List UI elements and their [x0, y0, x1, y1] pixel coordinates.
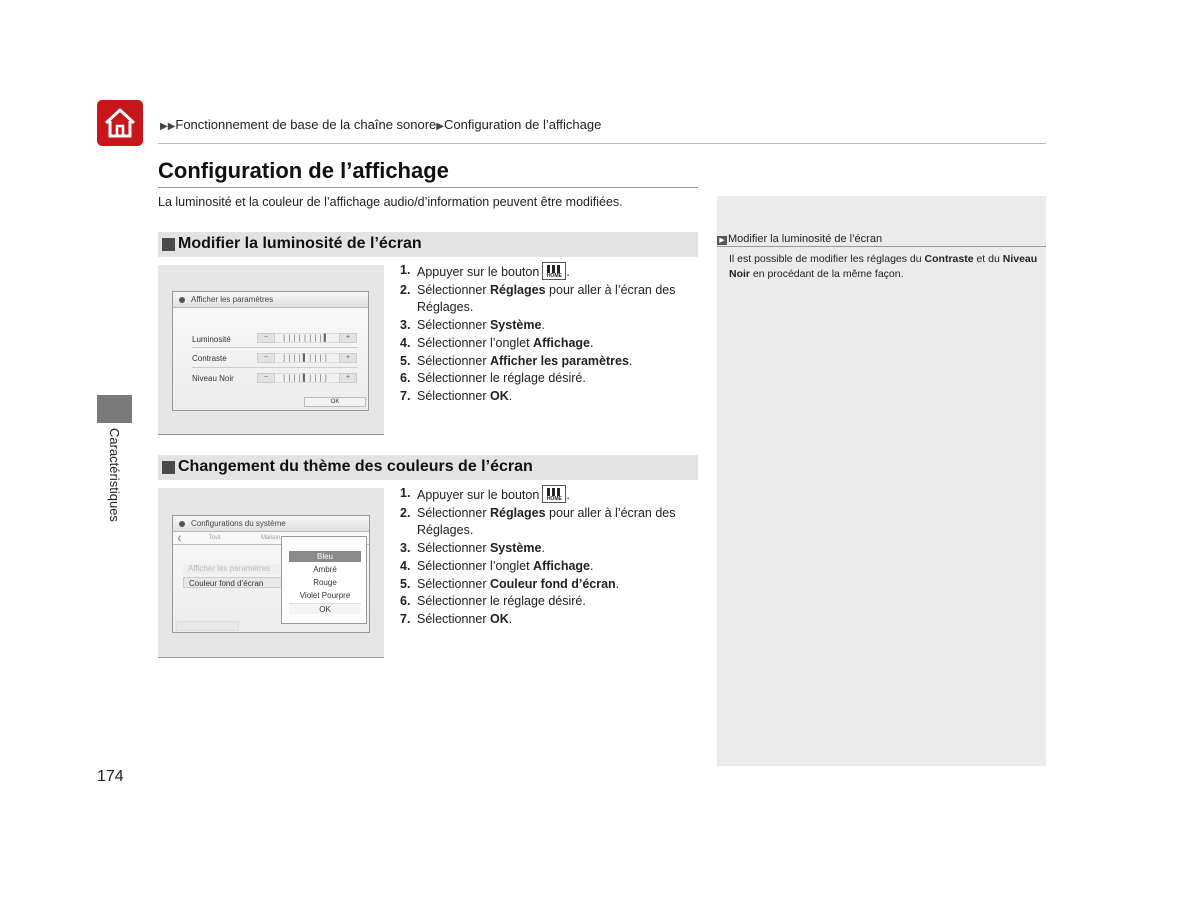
home-icon[interactable] — [97, 100, 143, 146]
disabled-button — [176, 621, 239, 631]
step-text-end: . — [566, 488, 570, 502]
step-text-end: pour aller à l’écran des — [545, 282, 676, 297]
step-number: 1. — [400, 263, 411, 277]
grid-glyph — [547, 488, 561, 496]
step-number: 3. — [400, 318, 411, 333]
section-heading-brightness — [158, 232, 698, 257]
chevron-left-icon[interactable]: ❮ — [177, 536, 183, 542]
option-violet-pourpre[interactable]: Violet Pourpre — [299, 591, 351, 600]
step-number: 2. — [400, 505, 411, 520]
screenshot-system-settings — [158, 488, 384, 658]
note-panel — [717, 196, 1046, 766]
step-item — [400, 611, 676, 629]
step-item — [400, 540, 676, 558]
brightness-slider[interactable] — [257, 333, 357, 343]
screen-title-bar — [173, 516, 369, 532]
step-text: Sélectionner le réglage désiré. — [417, 371, 586, 386]
step-number: 5. — [400, 576, 411, 591]
plus-button[interactable]: + — [339, 333, 357, 343]
step-number: 6. — [400, 594, 411, 609]
option-rouge[interactable]: Rouge — [313, 578, 337, 587]
step-text: Sélectionner — [417, 541, 490, 556]
section-square-icon — [162, 461, 175, 474]
step-text: Appuyer sur le bouton — [417, 488, 540, 502]
row-label-contrast: Contraste — [192, 354, 227, 363]
step-keyword: Affichage — [533, 335, 590, 350]
note-title[interactable]: Modifier la luminosité de l’écran — [728, 233, 883, 245]
row-divider — [192, 347, 358, 348]
note-keyword: Niveau Noir — [729, 253, 1038, 280]
arrow-icon: ▶ — [436, 121, 444, 132]
step-text: Sélectionner — [417, 353, 490, 368]
plus-button[interactable]: + — [339, 353, 357, 363]
step-text: Sélectionner le réglage désiré. — [417, 594, 586, 609]
step-text: Sélectionner — [417, 505, 490, 520]
slider-ticks: ||||▌|||| — [282, 374, 329, 382]
home-button-icon — [542, 262, 566, 280]
page-number: 174 — [97, 768, 124, 785]
step-item — [400, 485, 676, 505]
step-number: 3. — [400, 541, 411, 556]
section-title: Changement du thème des couleurs de l’écran — [178, 458, 533, 475]
tab-tout[interactable]: Tout — [209, 535, 221, 541]
page-title: Configuration de l’affichage — [158, 158, 449, 183]
step-number: 7. — [400, 611, 411, 626]
note-body — [729, 252, 1039, 282]
home-button-label: HOME — [546, 273, 562, 279]
breadcrumb — [160, 117, 601, 132]
step-keyword: OK — [489, 611, 509, 626]
step-item — [400, 335, 676, 353]
step-keyword: Affichage — [533, 558, 590, 573]
chapter-tab[interactable] — [97, 395, 132, 423]
tab-maison[interactable]: Maison — [261, 535, 281, 541]
step-keyword: Système — [489, 318, 542, 333]
step-text: Sélectionner — [417, 576, 490, 591]
section-square-icon — [162, 238, 175, 251]
minus-button[interactable]: − — [257, 333, 275, 343]
black-level-slider[interactable] — [257, 373, 357, 383]
step-text-end: pour aller à l’écran des — [545, 505, 676, 520]
step-text-end: . — [541, 541, 545, 556]
step-item — [400, 353, 676, 371]
step-item — [400, 317, 676, 335]
minus-button[interactable]: − — [257, 353, 275, 363]
section-title: Modifier la luminosité de l’écran — [178, 235, 422, 252]
step-text-end: . — [508, 611, 513, 626]
step-continuation: Réglages. — [417, 523, 474, 538]
option-ambre[interactable]: Ambré — [313, 565, 337, 574]
note-text: en procédant de la même façon. — [750, 268, 904, 280]
step-number: 7. — [400, 388, 411, 403]
intro-text: La luminosité et la couleur de l’affichage audio/d’information peuvent être modifiées. — [158, 195, 623, 209]
minus-button[interactable]: − — [257, 373, 275, 383]
step-keyword: Réglages — [489, 282, 546, 297]
back-dot-icon — [179, 521, 185, 527]
step-text-end: . — [628, 353, 633, 368]
row-wallpaper-color[interactable]: Couleur fond d’écran — [183, 577, 283, 588]
step-text-end: . — [590, 335, 594, 350]
step-text: Appuyer sur le bouton — [417, 265, 540, 279]
step-number: 5. — [400, 353, 411, 368]
grid-glyph — [547, 265, 561, 273]
step-text-end: . — [508, 388, 513, 403]
contrast-slider[interactable] — [257, 353, 357, 363]
option-bleu[interactable]: Bleu — [289, 551, 361, 562]
row-label-brightness: Luminosité — [192, 335, 231, 344]
breadcrumb-item-2[interactable]: Configuration de l’affichage — [444, 117, 602, 132]
step-number: 4. — [400, 558, 411, 573]
step-item — [400, 576, 676, 594]
step-text: Sélectionner l’onglet — [417, 335, 534, 350]
slider-ticks: ||||||||▌ — [282, 334, 329, 342]
row-label-black-level: Niveau Noir — [192, 374, 234, 383]
screen-title: Afficher les paramètres — [191, 295, 274, 304]
step-item — [400, 370, 676, 388]
house-icon — [103, 106, 137, 140]
screen-panel — [172, 291, 369, 411]
step-number: 6. — [400, 371, 411, 386]
home-button-label: HOME — [546, 496, 562, 502]
step-item — [400, 388, 676, 406]
steps-color-theme — [400, 485, 676, 629]
step-number: 4. — [400, 335, 411, 350]
step-continuation: Réglages. — [417, 300, 474, 315]
step-item — [400, 505, 676, 523]
slider-ticks: ||||▌|||| — [282, 354, 329, 362]
plus-button[interactable]: + — [339, 373, 357, 383]
header-divider — [158, 143, 1046, 144]
note-heading — [717, 233, 1046, 247]
step-item — [400, 262, 676, 282]
step-text-end: . — [541, 318, 545, 333]
home-button-icon — [542, 485, 566, 503]
steps-brightness — [400, 262, 676, 406]
double-arrow-icon: ▶▶ — [160, 121, 176, 132]
step-text-end: . — [590, 558, 594, 573]
step-text: Sélectionner — [417, 611, 490, 626]
step-text-end: . — [615, 576, 620, 591]
back-dot-icon — [179, 297, 185, 303]
screen-title: Configurations du système — [191, 519, 286, 528]
screen-ok-button[interactable]: OK — [304, 397, 366, 407]
step-text: Sélectionner l’onglet — [417, 558, 534, 573]
step-text: Sélectionner — [417, 282, 490, 297]
step-text: Sélectionner — [417, 318, 490, 333]
step-text-end: . — [566, 265, 570, 279]
chapter-label: Caractéristiques — [107, 428, 122, 522]
step-keyword: Afficher les paramètres — [489, 353, 629, 368]
step-keyword: Couleur fond d’écran — [489, 576, 616, 591]
dropdown-ok-button[interactable]: OK — [289, 603, 361, 614]
breadcrumb-item-1[interactable]: Fonctionnement de base de la chaîne sonore — [175, 117, 437, 132]
step-keyword: Système — [489, 541, 542, 556]
screen-title-bar — [173, 292, 368, 308]
screenshot-display-settings — [158, 265, 384, 435]
step-number: 1. — [400, 486, 411, 500]
note-text: Il est possible de modifier les réglages du — [729, 253, 925, 265]
step-item — [400, 558, 676, 576]
row-display-settings[interactable]: Afficher les paramètres — [183, 564, 283, 574]
color-dropdown[interactable] — [281, 536, 367, 624]
step-number: 2. — [400, 282, 411, 297]
note-text: et du — [973, 253, 1003, 265]
title-divider — [158, 187, 698, 188]
step-item — [400, 282, 676, 300]
step-item — [400, 593, 676, 611]
step-text: Sélectionner — [417, 388, 490, 403]
note-keyword: Contraste — [924, 253, 974, 265]
reference-arrow-icon: ▶ — [717, 236, 727, 245]
row-divider — [192, 367, 358, 368]
step-keyword: OK — [489, 388, 509, 403]
screen-panel — [172, 515, 370, 633]
step-keyword: Réglages — [489, 505, 546, 520]
section-heading-color-theme — [158, 455, 698, 480]
